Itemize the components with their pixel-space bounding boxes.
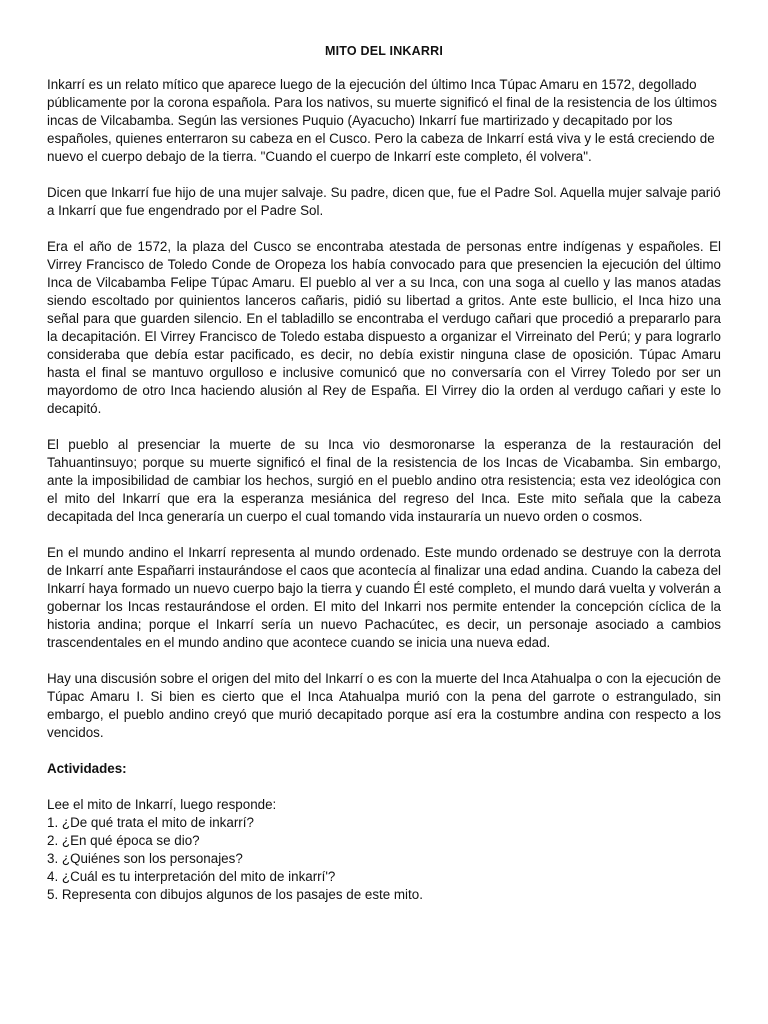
paragraph-resistance: El pueblo al presenciar la muerte de su Inca vio desmoronarse la esperanza de la restauración del Tahuantinsuyo; porque su muerte significó el final de la resistencia de los Incas de Vicabamba. Sin embargo, ante la imposibilidad de cambiar los hechos, surgió en el pueblo andino otra resistencia; esta vez ideológica con el mito del Inkarrí que era la esperanza mesiánica del regreso del Inca. Este mito señala que la cabeza decapitada del Inca generaría un cuerpo el cual tomando vida instauraría un nuevo orden o cosmos. bbox=[47, 437, 721, 524]
activities-heading: Actividades: bbox=[47, 761, 127, 776]
paragraph-andean-world: En el mundo andino el Inkarrí representa al mundo ordenado. Este mundo ordenado se destruye con la derrota de Inkarrí ante Españarri instaurándose el caos que acontecía al finalizar una edad andina. Cuando la cabeza del Inkarrí haya formado un nuevo cuerpo bajo la tierra y cuando Él esté completo, el mundo dará vuelta y volverán a gobernar los Incas restaurándose el orden. El mito del Inkarri nos permite entender la concepción cíclica de la historia andina; porque el Inkarrí sería un nuevo Pachacútec, es decir, un personaje asociado a cambios trascendentales en el mundo andino que acontece cuando se inicia una nueva edad. bbox=[47, 545, 721, 650]
question-item: 2. ¿En qué época se dio? bbox=[47, 833, 200, 848]
activities-intro: Lee el mito de Inkarrí, luego responde: bbox=[47, 797, 277, 812]
question-item: 3. ¿Quiénes son los personajes? bbox=[47, 851, 243, 866]
questions-list bbox=[47, 814, 721, 904]
paragraph-origin: Dicen que Inkarrí fue hijo de una mujer salvaje. Su padre, dicen que, fue el Padre Sol. Aquella mujer salvaje parió a Inkarrí que fue engendrado por el Padre Sol. bbox=[47, 185, 721, 218]
question-item: 1. ¿De qué trata el mito de inkarrí? bbox=[47, 815, 254, 830]
document-title: MITO DEL INKARRI bbox=[324, 44, 444, 58]
question-item: 5. Representa con dibujos algunos de los pasajes de este mito. bbox=[47, 887, 423, 902]
paragraph-intro: Inkarrí es un relato mítico que aparece luego de la ejecución del último Inca Túpac Amaru en 1572, degollado públicamente por la corona española. Para los nativos, su muerte significó el final de la resistencia de los últimos incas de Vilcabamba. Según las versiones Puquio (Ayacucho) Inkarrí fue martirizado y decapitado por los españoles, quienes enterraron su cabeza en el Cusco. Pero la cabeza de Inkarrí está viva y le está creciendo de nuevo el cuerpo debajo de la tierra. "Cuando el cuerpo de Inkarrí este completo, él volvera". bbox=[47, 77, 717, 164]
paragraph-execution: Era el año de 1572, la plaza del Cusco se encontraba atestada de personas entre indígenas y españoles. El Virrey Francisco de Toledo Conde de Oropeza los había convocado para que presencien la ejecución del último Inca de Vilcabamba Felipe Túpac Amaru. El pueblo al ver a su Inca, con una soga al cuello y las manos atadas siendo escoltado por quinientos lanceros cañaris, pidió su libertad a gritos. Ante este bullicio, el Inca hizo una señal para que guarden silencio. En el tabladillo se encontraba el verdugo cañari que procedió a prepararlo para la decapitación. El Virrey Francisco de Toledo estaba dispuesto a organizar el Virreinato del Perú; y para lograrlo consideraba que debía estar pacificado, es decir, no debía existir ninguna clase de oposición. Túpac Amaru hasta el final se mantuvo orgulloso e inclusive comunicó que no conversaría con el Virrey Toledo por ser un mayordomo de otro Inca haciendo alusión al Rey de España. El Virrey dio la orden al verdugo cañari y este lo decapitó. bbox=[47, 239, 721, 416]
question-item: 4. ¿Cuál es tu interpretación del mito de inkarrí'? bbox=[47, 869, 336, 884]
document-page bbox=[47, 42, 721, 904]
paragraph-discussion: Hay una discusión sobre el origen del mito del Inkarrí o es con la muerte del Inca Atahualpa o con la ejecución de Túpac Amaru I. Si bien es cierto que el Inca Atahualpa murió con la pena del garrote o estrangulado, sin embargo, el pueblo andino creyó que murió decapitado porque así era la costumbre andina con respecto a los vencidos. bbox=[47, 671, 721, 740]
